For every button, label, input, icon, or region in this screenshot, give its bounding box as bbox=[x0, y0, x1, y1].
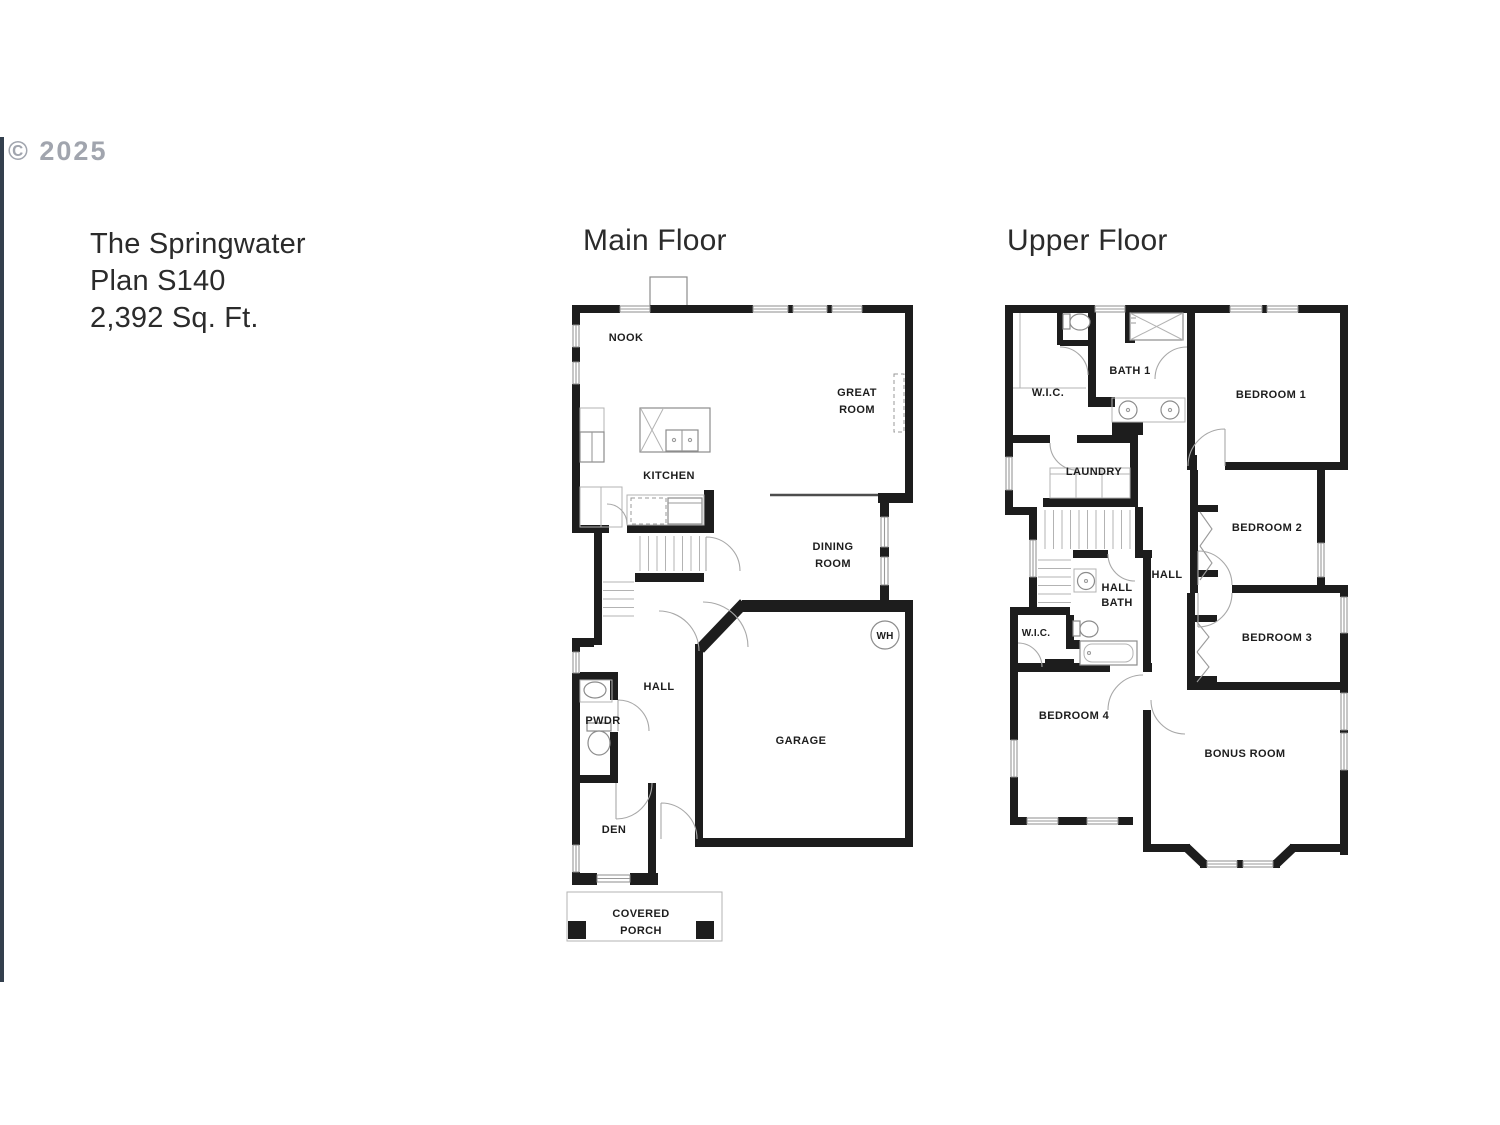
room-label-bath-1: BATH 1 bbox=[1109, 365, 1151, 377]
dishwasher bbox=[631, 498, 666, 524]
hall-bath-sink bbox=[1078, 573, 1095, 590]
porch-post bbox=[568, 921, 586, 939]
room-label-hall: HALL bbox=[643, 681, 675, 693]
room-label-hall-bath-2: BATH bbox=[1101, 597, 1133, 609]
kitchen-fixtures bbox=[580, 408, 710, 527]
room-label-porch-1: COVERED bbox=[612, 908, 670, 920]
upper-floor-heading: Upper Floor bbox=[1007, 224, 1168, 257]
main-floor-heading: Main Floor bbox=[583, 224, 727, 257]
room-label-bonus-room: BONUS ROOM bbox=[1204, 748, 1286, 760]
bedroom3-closet-doors bbox=[1197, 622, 1209, 682]
watermark-edge-line bbox=[0, 137, 4, 982]
toilet-bowl bbox=[1080, 621, 1098, 637]
room-label-great-room-2: ROOM bbox=[839, 404, 875, 416]
room-label-laundry: LAUNDRY bbox=[1065, 466, 1123, 478]
bedroom2-closet-doors bbox=[1200, 512, 1212, 580]
plan-number: Plan S140 bbox=[90, 265, 226, 297]
main-floor-doors bbox=[607, 504, 748, 839]
room-label-hall-bath-1: HALL bbox=[1101, 582, 1133, 594]
room-label-wic-2: W.I.C. bbox=[1021, 628, 1051, 639]
room-label-garage: GARAGE bbox=[775, 735, 827, 747]
porch-post bbox=[696, 921, 714, 939]
room-label-pwdr: PWDR bbox=[585, 715, 621, 727]
plan-area: 2,392 Sq. Ft. bbox=[90, 302, 259, 334]
upper-floor-labels bbox=[1022, 365, 1312, 760]
vanity-sink bbox=[1161, 401, 1179, 419]
room-label-kitchen: KITCHEN bbox=[643, 470, 695, 482]
room-label-great-room-1: GREAT bbox=[837, 387, 877, 399]
toilet-bowl bbox=[588, 731, 610, 755]
upper-floor-plan bbox=[996, 294, 1362, 882]
room-label-bedroom-3: BEDROOM 3 bbox=[1241, 632, 1313, 644]
label-water-heater: WH bbox=[876, 631, 894, 642]
room-label-bedroom-1: BEDROOM 1 bbox=[1235, 389, 1307, 401]
room-label-dining-2: ROOM bbox=[815, 558, 851, 570]
room-label-wic-1: W.I.C. bbox=[1031, 387, 1065, 399]
plan-title-block bbox=[90, 226, 306, 337]
plan-name: The Springwater bbox=[90, 228, 306, 260]
room-label-den: DEN bbox=[601, 824, 627, 836]
room-label-hall: HALL bbox=[1151, 569, 1183, 581]
room-label-bedroom-2: BEDROOM 2 bbox=[1231, 522, 1303, 534]
powder-sink bbox=[584, 682, 606, 698]
room-label-porch-2: PORCH bbox=[620, 925, 662, 937]
copyright-watermark: © 2025 bbox=[8, 136, 108, 166]
room-label-nook: NOOK bbox=[608, 332, 644, 344]
room-label-bedroom-4: BEDROOM 4 bbox=[1038, 710, 1110, 722]
counter bbox=[580, 408, 604, 432]
range bbox=[668, 498, 702, 524]
vanity-sink bbox=[1119, 401, 1137, 419]
toilet-bowl bbox=[1070, 314, 1090, 330]
room-label-dining-1: DINING bbox=[812, 541, 854, 553]
main-floor-plan bbox=[556, 264, 968, 956]
media-niche bbox=[894, 374, 904, 432]
toilet-tank bbox=[1063, 314, 1070, 329]
toilet-tank bbox=[1073, 621, 1080, 636]
chimney bbox=[650, 277, 687, 306]
